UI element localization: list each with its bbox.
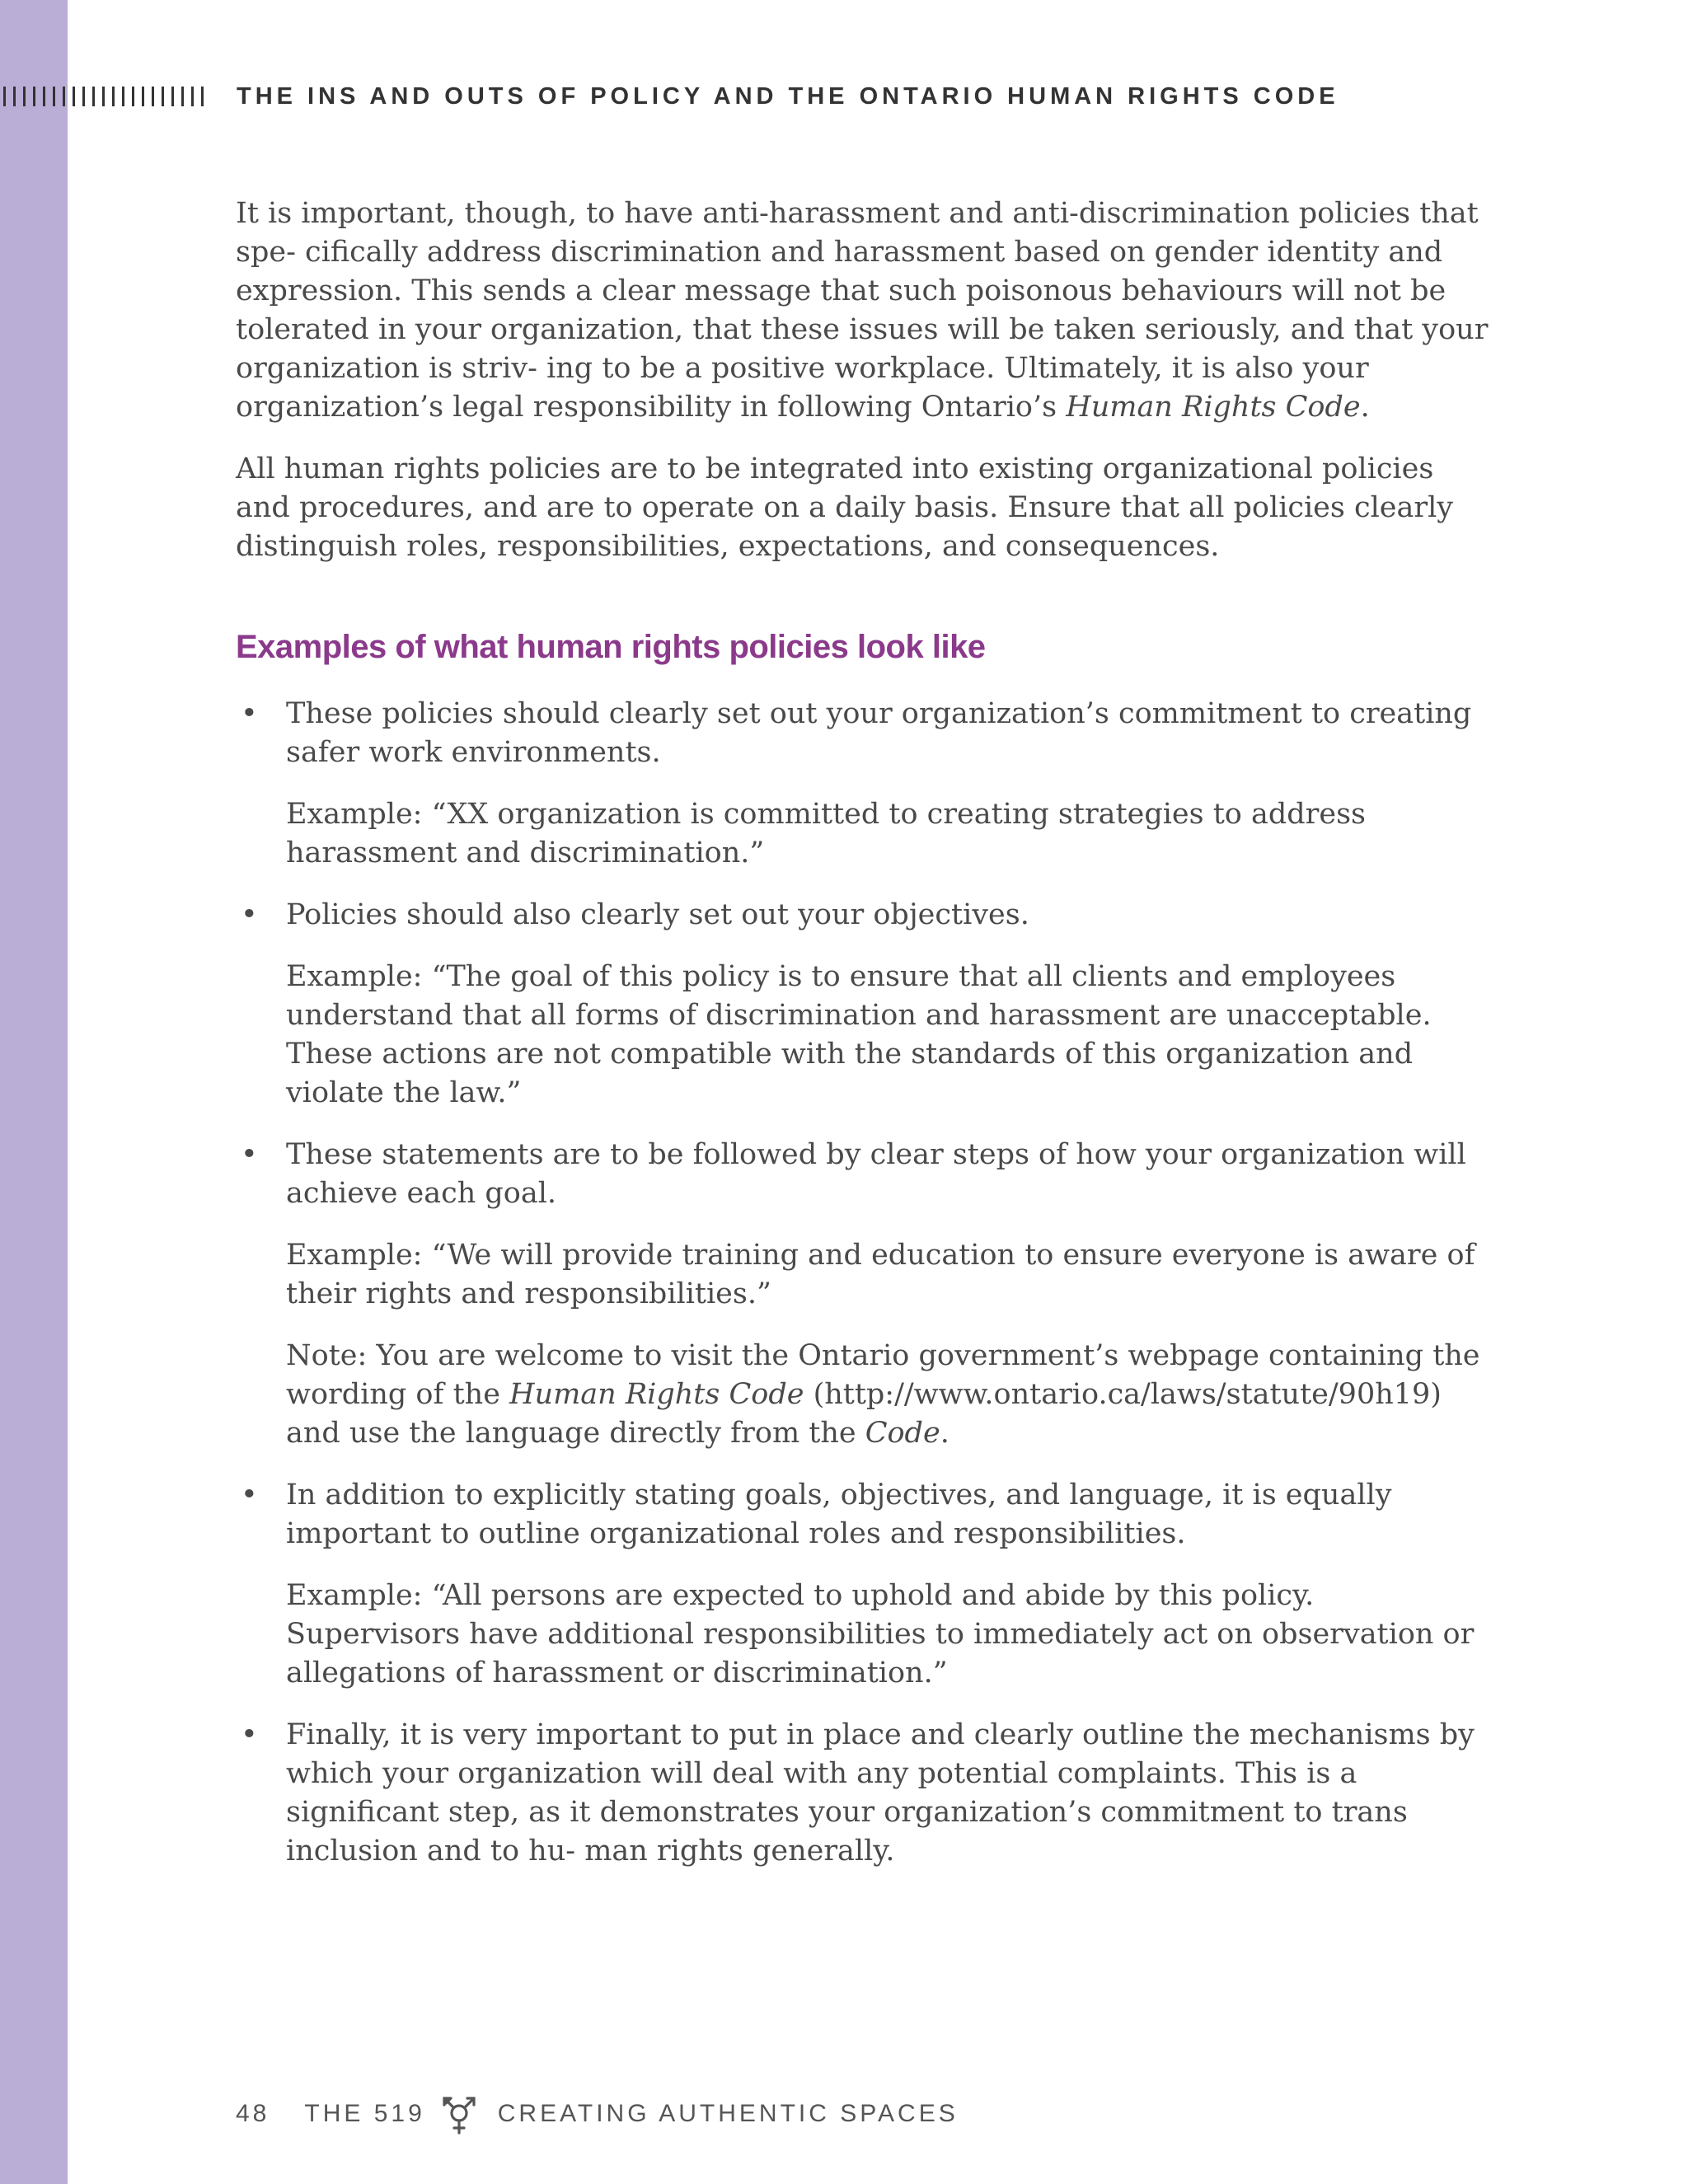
intro-paragraph-2: All human rights policies are to be integrated into existing organizational policies and procedures, and are to operate on a daily basis. Ensure that all policies clearly distinguish roles, responsibilities, expectations, and consequences.	[236, 452, 1454, 563]
bullet-text: Finally, it is very important to put in place and clearly outline the mechanisms by which your organization will deal with any potential complaints. This is a significant step, as it demonstrates your organization’s commitment to trans inclusion and to hu- man rights generally.	[286, 1718, 1475, 1868]
header-title: THE INS AND OUTS OF POLICY AND THE ONTARIO HUMAN RIGHTS CODE	[237, 82, 1339, 110]
sidebar-stripe	[0, 0, 68, 2184]
note-italic-code: Code	[865, 1417, 940, 1450]
bullet-icon: •	[241, 1718, 258, 1751]
intro-p1-end: .	[1360, 391, 1370, 424]
page-number: 48	[236, 2100, 270, 2127]
intro-p1-text: It is important, though, to have anti-harassment and anti-discrimination policies that spe- cifically address discrimination and harassment based on gender identity and expression. This sends a clear message that such poisonous behaviours will not be tolerated in your organization, that these issues will be taken seriously, and that your organization is striv- ing to be a positive workplace. Ultimately, it is also your organization’s legal responsibility in following Ontario’s	[236, 197, 1489, 424]
note-text-a: Note: You are welcome to visit the Ontario government’s webpage containing the wording of the	[286, 1339, 1480, 1411]
list-item	[236, 896, 1497, 1113]
intro-p1-italic: Human Rights Code	[1066, 391, 1361, 424]
note-italic-code-title: Human Rights Code	[509, 1378, 804, 1411]
org-name: THE 519	[304, 2100, 425, 2127]
example-text: Example: “All persons are expected to uphold and abide by this policy. Supervisors have additional responsibilities to immediately act on observation or allegations of harassment or discrimination.”	[286, 1579, 1475, 1690]
bullet-text: Policies should also clearly set out your objectives.	[286, 898, 1029, 931]
example-text: Example: “We will provide training and education to ensure everyone is aware of their rights and responsibilities.”	[286, 1239, 1475, 1310]
running-header	[0, 82, 1339, 111]
transgender-symbol-icon	[440, 2092, 478, 2136]
publication-title: CREATING AUTHENTIC SPACES	[497, 2100, 959, 2127]
list-item	[236, 1716, 1497, 1871]
bullet-text: These statements are to be followed by clear steps of how your organization will achieve each goal.	[286, 1138, 1466, 1210]
bullet-icon: •	[241, 1138, 258, 1171]
page-footer	[236, 2092, 959, 2136]
header-tick-marks	[3, 87, 205, 106]
bullet-text: These policies should clearly set out your organization’s commitment to creating safer work environments.	[286, 697, 1472, 769]
bullet-icon: •	[241, 697, 258, 730]
example-text: Example: “The goal of this policy is to ensure that all clients and employees understand that all forms of discrimination and harassment are unacceptable. These actions are not compatible with the standards of this organization and violate the law.”	[286, 960, 1432, 1109]
policy-examples-list	[236, 695, 1497, 1871]
bullet-icon: •	[241, 898, 258, 931]
page-content	[236, 194, 1497, 1894]
example-text: Example: “XX organization is committed to creating strategies to address harassment and discrimination.”	[286, 798, 1367, 869]
bullet-text: In addition to explicitly stating goals, objectives, and language, it is equally important to outline organizational roles and responsibilities.	[286, 1479, 1392, 1550]
note-text	[286, 1337, 1497, 1453]
note-text-end: .	[940, 1417, 950, 1450]
list-item	[236, 695, 1497, 873]
list-item	[236, 1476, 1497, 1693]
section-heading: Examples of what human rights policies look like	[236, 629, 986, 665]
bullet-icon: •	[241, 1479, 258, 1511]
list-item	[236, 1136, 1497, 1453]
note-text-b: (http://www.ontario.ca/laws/statute/90h19) and use the language directly from the	[286, 1378, 1442, 1450]
intro-paragraph-1	[236, 194, 1497, 427]
